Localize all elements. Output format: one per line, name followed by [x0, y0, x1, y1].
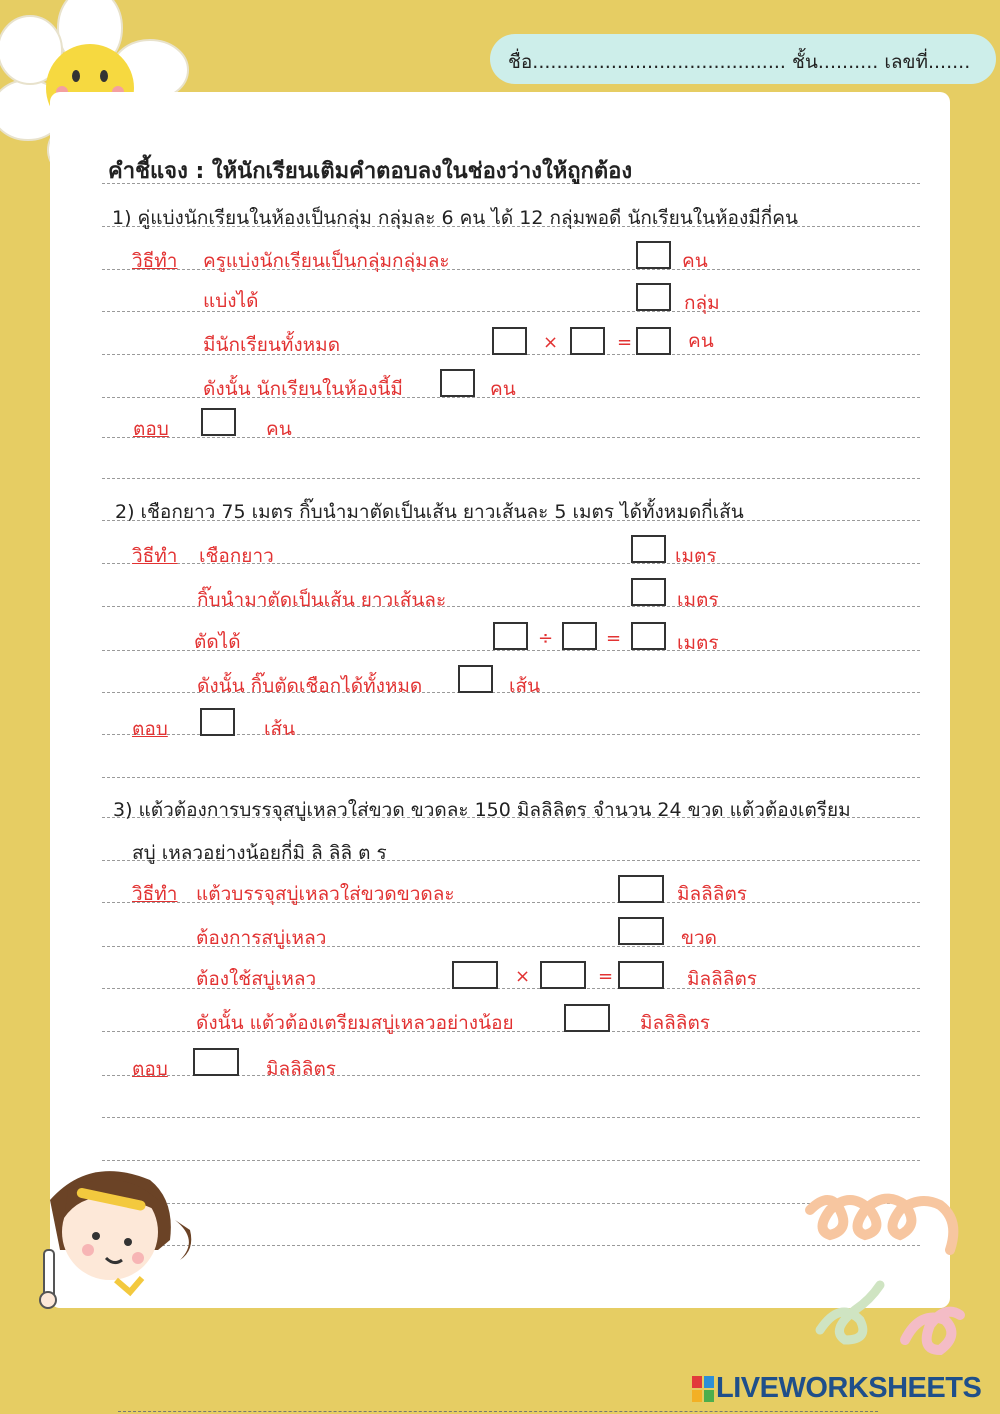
q2-line-2: กิ๊บนำมาตัดเป็นเส้น ยาวเส้นละ: [197, 589, 447, 611]
q2-answer-box-divisor[interactable]: [562, 622, 597, 650]
multiply-sign: ×: [543, 332, 559, 353]
q1-answer-box-product[interactable]: [636, 327, 671, 355]
q1-line-4: ดังนั้น นักเรียนในห้องนี้มี: [203, 378, 403, 400]
q1-unit-4: คน: [490, 378, 516, 400]
q3-unit-1: มิลลิลิตร: [677, 883, 747, 905]
q3-unit-3: มิลลิลิตร: [687, 968, 757, 990]
answer-label: ตอบ: [132, 718, 168, 740]
q2-answer-box-total[interactable]: [458, 665, 493, 693]
q2-unit-2: เมตร: [677, 589, 719, 611]
q3-line-2: ต้องการสบู่เหลว: [196, 927, 327, 949]
ruled-line: [102, 1117, 920, 1118]
answer-label: ตอบ: [132, 1058, 168, 1080]
ruled-line: [102, 777, 920, 778]
girl-peeking-icon: [30, 1160, 210, 1310]
q3-answer-box-product[interactable]: [618, 961, 664, 989]
q1-answer-box-factor-2[interactable]: [570, 327, 605, 355]
q2-final-answer-box[interactable]: [200, 708, 235, 736]
ruled-line: [102, 1160, 920, 1161]
q1-line-2: แบ่งได้: [203, 290, 259, 312]
q2-answer-box-rope-length[interactable]: [631, 535, 666, 563]
q3-line-4: ดังนั้น แต้วต้องเตรียมสบู่เหลวอย่างน้อย: [196, 1012, 514, 1034]
instruction-heading: คำชี้แจง : ให้นักเรียนเติมคำตอบลงในช่องว่างให้ถูกต้อง: [108, 159, 633, 184]
q3-final-answer-box[interactable]: [193, 1048, 239, 1076]
q1-unit-2: กลุ่ม: [684, 292, 720, 314]
q1-unit-1: คน: [682, 250, 708, 272]
equals-sign: =: [598, 966, 614, 987]
q3-unit-2: ขวด: [681, 927, 717, 949]
liveworksheets-logo-text: LIVEWORKSHEETS: [716, 1372, 982, 1404]
q2-answer-box-dividend[interactable]: [493, 622, 528, 650]
q3-answer-box-total[interactable]: [564, 1004, 610, 1032]
method-label: วิธีทำ: [132, 250, 178, 272]
question-3-text-line-2: สบู่ เหลวอย่างน้อยกี่มิ ลิ ลิลิ ต ร: [132, 842, 387, 864]
q1-answer-unit: คน: [266, 418, 292, 440]
q1-line-1: ครูแบ่งนักเรียนเป็นกลุ่มกลุ่มละ: [203, 250, 450, 272]
q3-unit-4: มิลลิลิตร: [640, 1012, 710, 1034]
multiply-sign: ×: [515, 966, 531, 987]
q3-answer-box-factor-2[interactable]: [540, 961, 586, 989]
method-label: วิธีทำ: [132, 545, 178, 567]
q3-answer-box-bottle-count[interactable]: [618, 917, 664, 945]
student-info-line[interactable]: ชื่อ.......................................... ชั้น.......... เลขที่.......: [508, 51, 971, 73]
q2-answer-unit: เส้น: [264, 718, 296, 740]
equals-sign: =: [617, 332, 633, 353]
q2-line-4: ดังนั้น กิ๊บตัดเชือกได้ทั้งหมด: [197, 675, 423, 697]
q2-answer-box-quotient[interactable]: [631, 622, 666, 650]
swirl-decoration-icon: [800, 1190, 990, 1370]
question-3-text-line-1: 3) แต้วต้องการบรรจุสบู่เหลวใส่ขวด ขวดละ 150 มิลลิลิตร จำนวน 24 ขวด แต้วต้องเตรียม: [113, 799, 851, 821]
q3-answer-box-per-bottle[interactable]: [618, 875, 664, 903]
answer-label: ตอบ: [133, 418, 169, 440]
q1-answer-box-group-count[interactable]: [636, 283, 671, 311]
q2-unit-4: เส้น: [509, 675, 541, 697]
q1-line-3: มีนักเรียนทั้งหมด: [203, 334, 341, 356]
q2-unit-3: เมตร: [677, 632, 719, 654]
q2-unit-1: เมตร: [675, 545, 717, 567]
ruled-line: [102, 1203, 920, 1204]
q1-unit-3: คน: [688, 330, 714, 352]
q1-answer-box-group-size[interactable]: [636, 241, 671, 269]
q3-answer-box-factor-1[interactable]: [452, 961, 498, 989]
equals-sign: =: [606, 628, 622, 649]
footer-rule: [118, 1411, 878, 1412]
ruled-line: [102, 478, 920, 479]
method-label: วิธีทำ: [132, 883, 178, 905]
q1-answer-box-factor-1[interactable]: [492, 327, 527, 355]
q1-final-answer-box[interactable]: [201, 408, 236, 436]
q2-line-1: เชือกยาว: [199, 545, 274, 567]
q1-answer-box-total[interactable]: [440, 369, 475, 397]
q3-line-3: ต้องใช้สบู่เหลว: [196, 968, 317, 990]
divide-sign: ÷: [538, 628, 554, 649]
ruled-line: [102, 437, 920, 438]
worksheet-paper: [50, 92, 950, 1308]
student-info-pill: [490, 34, 996, 84]
question-1-text: 1) คู่แบ่งนักเรียนในห้องเป็นกลุ่ม กลุ่มละ 6 คน ได้ 12 กลุ่มพอดี นักเรียนในห้องมีกี่คน: [112, 207, 798, 229]
question-2-text: 2) เชือกยาว 75 เมตร กิ๊บนำมาตัดเป็นเส้น ยาวเส้นละ 5 เมตร ได้ทั้งหมดกี่เส้น: [115, 501, 744, 523]
q2-answer-box-piece-length[interactable]: [631, 578, 666, 606]
q2-line-3: ตัดได้: [194, 631, 241, 653]
q3-answer-unit: มิลลิลิตร: [266, 1058, 336, 1080]
liveworksheets-logo-icon: [692, 1376, 714, 1402]
ruled-line: [102, 1245, 920, 1246]
q3-line-1: แต้วบรรจุสบู่เหลวใส่ขวดขวดละ: [196, 883, 455, 905]
